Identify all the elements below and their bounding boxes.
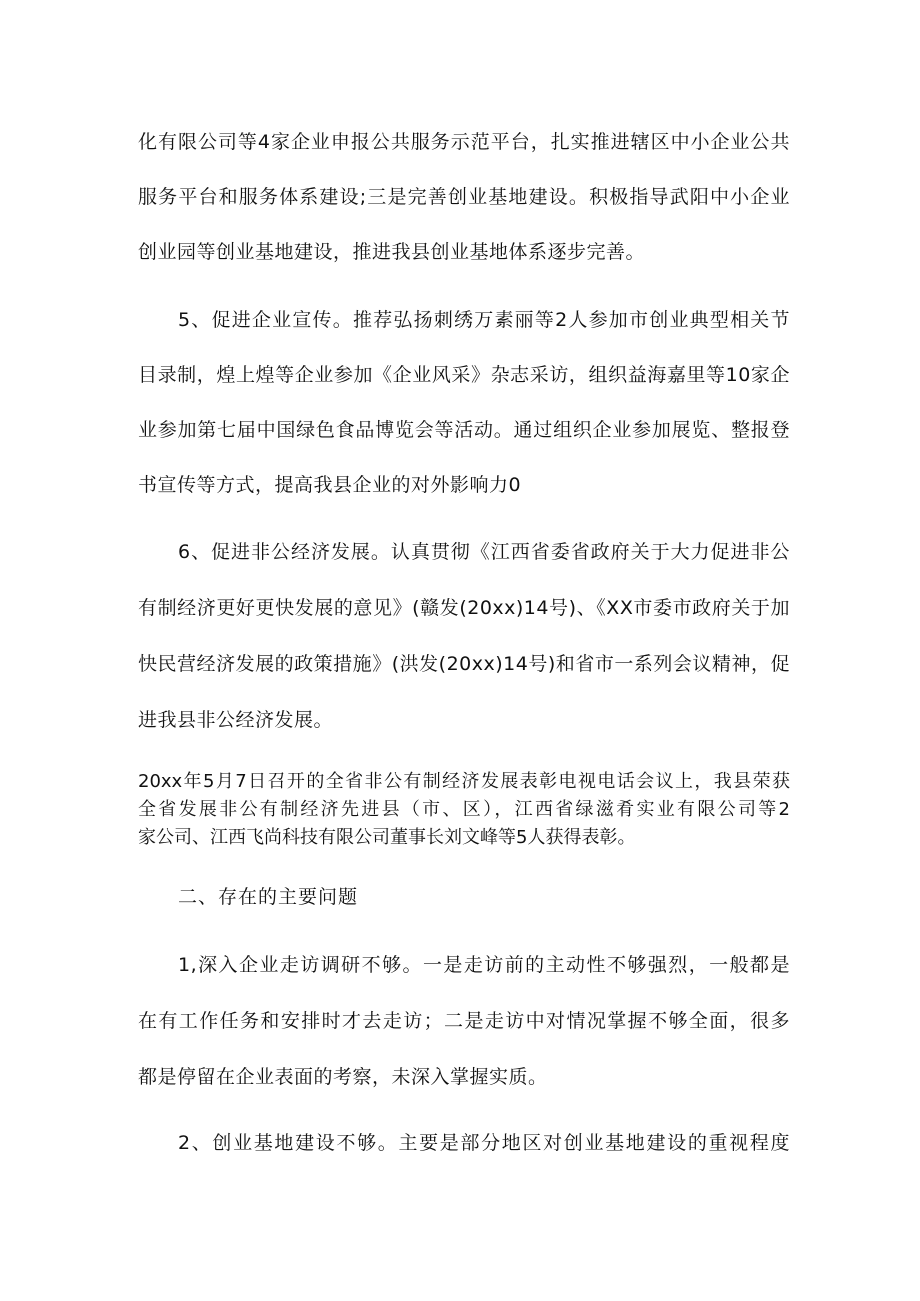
para-a-line-1: 化有限公司等4家企业申报公共服务示范平台，扎实推进辖区中小企业公共 xyxy=(138,131,790,153)
para-2-line-1: 2、创业基地建设不够。主要是部分地区对创业基地建设的重视程度 xyxy=(178,1132,790,1154)
para-6-line-3: 快民营经济发展的政策措施》(洪发(20xx)14号)和省市一系列会议精神，促 xyxy=(138,653,790,675)
para-5-line-3: 业参加第七届中国绿色食品博览会等活动。通过组织企业参加展览、整报登 xyxy=(138,419,790,441)
para-1-line-2: 在有工作任务和安排时才去走访；二是走访中对情况掌握不够全面，很多 xyxy=(138,1010,790,1032)
para-5-line-4: 书宣传等方式，提高我县企业的对外影响力0 xyxy=(138,474,522,496)
para-award-line-3: 家公司、江西飞尚科技有限公司董事长刘文峰等5人获得表彰。 xyxy=(138,827,636,848)
para-a-line-3: 创业园等创业基地建设，推进我县创业基地体系逐步完善。 xyxy=(138,241,646,263)
section-heading: 二、存在的主要问题 xyxy=(178,886,359,908)
para-6-line-1: 6、促进非公经济发展。认真贯彻《江西省委省政府关于大力促进非公 xyxy=(178,541,790,563)
para-6-line-2: 有制经济更好更快发展的意见》(赣发(20xx)14号)、《XX市委市政府关于加 xyxy=(138,597,790,619)
para-5-line-2: 目录制，煌上煌等企业参加《企业风采》杂志采访，组织益海嘉里等10家企 xyxy=(138,364,790,386)
para-1-line-3: 都是停留在企业表面的考察，未深入掌握实质。 xyxy=(138,1066,548,1088)
para-award-line-2: 全省发展非公有制经济先进县（市、区），江西省绿滋肴实业有限公司等2 xyxy=(138,799,790,820)
para-6-line-4: 进我县非公经济发展。 xyxy=(138,709,334,731)
para-award-line-1: 20xx年5月7日召开的全省非公有制经济发展表彰电视电话会议上，我县荣获 xyxy=(138,771,790,792)
para-5-line-1: 5、促进企业宣传。推荐弘扬刺绣万素丽等2人参加市创业典型相关节 xyxy=(178,309,790,331)
para-a-line-2: 服务平台和服务体系建设;三是完善创业基地建设。积极指导武阳中小企业 xyxy=(138,186,790,208)
para-1-line-1: 1,深入企业走访调研不够。一是走访前的主动性不够强烈，一般都是 xyxy=(178,954,790,976)
